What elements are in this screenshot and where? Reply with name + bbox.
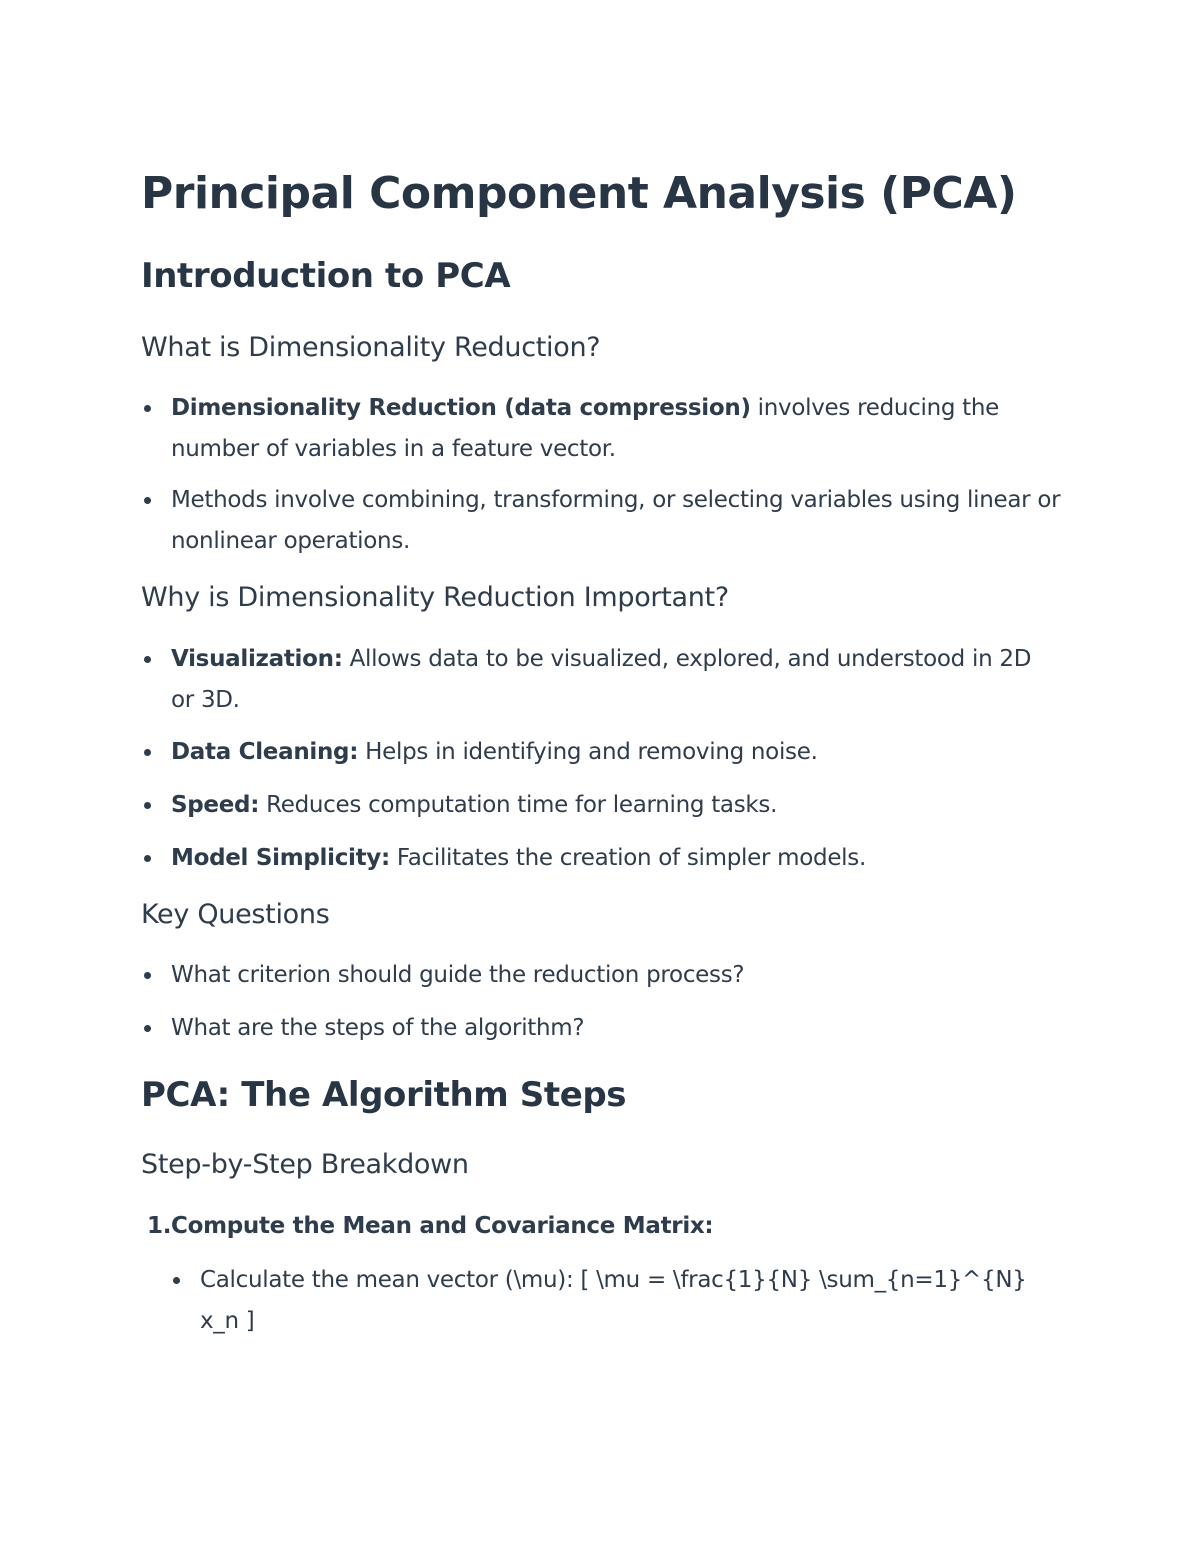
bullet-icon [173,1277,180,1284]
subsection-heading-why-important: Why is Dimensionality Reduction Important? [141,582,729,613]
item-bold-text: Model Simplicity: [171,845,390,871]
bullet-icon [144,749,151,756]
list-item [171,1008,1061,1049]
item-text: What criterion should guide the reduction process? [171,962,745,988]
list-item [171,480,1061,562]
bullet-icon [144,855,151,862]
subsection-heading-key-questions: Key Questions [141,899,330,930]
list-item [171,838,1061,879]
bullet-icon [144,1025,151,1032]
item-text: Methods involve combining, transforming, or selecting variables using linear or nonlinear operations. [171,487,1061,554]
bullet-icon [144,972,151,979]
step-bold-text: Compute the Mean and Covariance Matrix: [171,1213,714,1239]
item-text: Calculate the mean vector (\mu): [ \mu = \frac{1}{N} \sum_{n=1}^{N} x_n ] [200,1267,1027,1334]
item-text: Helps in identifying and removing noise. [358,739,818,765]
list-item [171,639,1061,721]
list-item [171,785,1061,826]
list-item [200,1260,1061,1342]
bullet-icon [144,405,151,412]
bullet-icon [144,802,151,809]
page-title: Principal Component Analysis (PCA) [141,168,1017,219]
section-heading-introduction: Introduction to PCA [141,256,511,296]
subsection-heading-step-by-step: Step-by-Step Breakdown [141,1149,469,1180]
item-text: involves reducing the number of variables in a feature vector. [171,395,1000,462]
item-text: Allows data to be visualized, explored, and understood in 2D or 3D. [171,646,1032,713]
item-bold-text: Visualization: [171,646,343,672]
list-item [171,732,1061,773]
item-bold-text: Dimensionality Reduction (data compression) [171,395,751,421]
section-heading-algorithm-steps: PCA: The Algorithm Steps [141,1075,627,1115]
subsection-heading-what-is: What is Dimensionality Reduction? [141,332,601,363]
list-item [171,388,1061,470]
numbered-step [147,1206,1061,1247]
list-item [171,955,1061,996]
item-text: Reduces computation time for learning tasks. [259,792,778,818]
bullet-icon [144,497,151,504]
item-bold-text: Data Cleaning: [171,739,359,765]
item-bold-text: Speed: [171,792,260,818]
bullet-icon [144,656,151,663]
item-text: Facilitates the creation of simpler models. [389,845,866,871]
step-number: 1. [147,1213,172,1239]
item-text: What are the steps of the algorithm? [171,1015,585,1041]
